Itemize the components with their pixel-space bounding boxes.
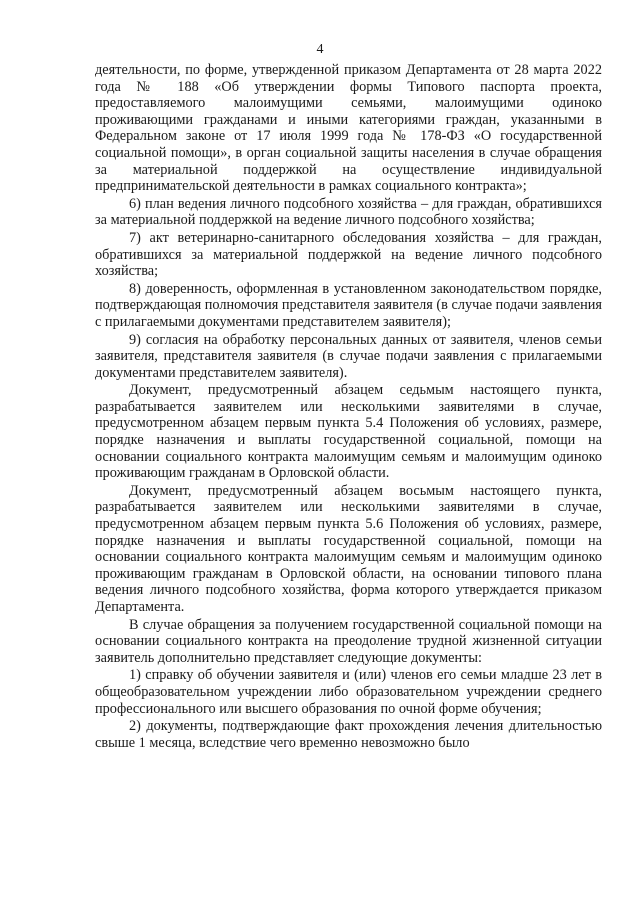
paragraph: В случае обращения за получением государственной социальной помощи на основании социального контракта на преодоление трудной жизненной ситуации заявитель дополнительно представляет следующие документы: (95, 616, 602, 666)
paragraph: 2) документы, подтверждающие факт прохождения лечения длительностью свыше 1 месяца, вследствие чего временно невозможно было (95, 718, 602, 751)
paragraph: Документ, предусмотренный абзацем восьмым настоящего пункта, разрабатывается заявителем или несколькими заявителями в случае, предусмотренном абзацем первым пункта 5.6 Положения об условиях, размере, порядке назначения и выплаты государственной социальной, помощи на основании социального контракта малоимущим семьям и малоимущим одиноко проживающим гражданам в Орловской области, на основании типового плана ведения личного подсобного хозяйства, форма которого утверждается приказом Департамента. (95, 482, 602, 615)
paragraph: 8) доверенность, оформленная в установленном законодательством порядке, подтверждающая полномочия представителя заявителя (в случае подачи заявления с прилагаемыми документами представителем заявителя); (95, 280, 602, 330)
paragraph: 7) акт ветеринарно-санитарного обследования хозяйства – для граждан, обратившихся за материальной поддержкой на ведение личного подсобного хозяйства; (95, 229, 602, 280)
page-number: 4 (316, 42, 324, 57)
paragraph: Документ, предусмотренный абзацем седьмым настоящего пункта, разрабатывается заявителем или несколькими заявителями в случае, предусмотренном абзацем первым пункта 5.4 Положения об условиях, размере, порядке назначения и выплаты государственной социальной, помощи на основании социального контракта малоимущим семьям и малоимущим одиноко проживающим гражданам в Орловской области. (95, 382, 602, 482)
paragraph: деятельности, по форме, утвержденной приказом Департамента от 28 марта 2022 года № 188 «Об утверждении формы Типового паспорта проекта, предоставляемого малоимущими семьями, малоимущими одиноко проживающими гражданами и иными категориями граждан, указанными в Федеральном законе от 17 июля 1999 года № 178-ФЗ «О государственной социальной помощи», в орган социальной защиты населения в случае обращения за материальной поддержкой на осуществление индивидуальной предпринимательской деятельности в рамках социального контракта»; (95, 62, 602, 195)
paragraph: 6) план ведения личного подсобного хозяйства – для граждан, обратившихся за материальной поддержкой на ведение личного подсобного хозяйства; (95, 195, 602, 229)
paragraph: 9) согласия на обработку персональных данных от заявителя, членов семьи заявителя, представителя заявителя (в случае подачи заявления с прилагаемыми документами представителем заявителя). (95, 331, 602, 381)
document-body (95, 62, 602, 751)
paragraph: 1) справку об обучении заявителя и (или) членов его семьи младше 23 лет в общеобразовательном учреждении либо образовательном учреждении среднего профессионального или высшего образования по очной форме обучения; (95, 667, 602, 717)
